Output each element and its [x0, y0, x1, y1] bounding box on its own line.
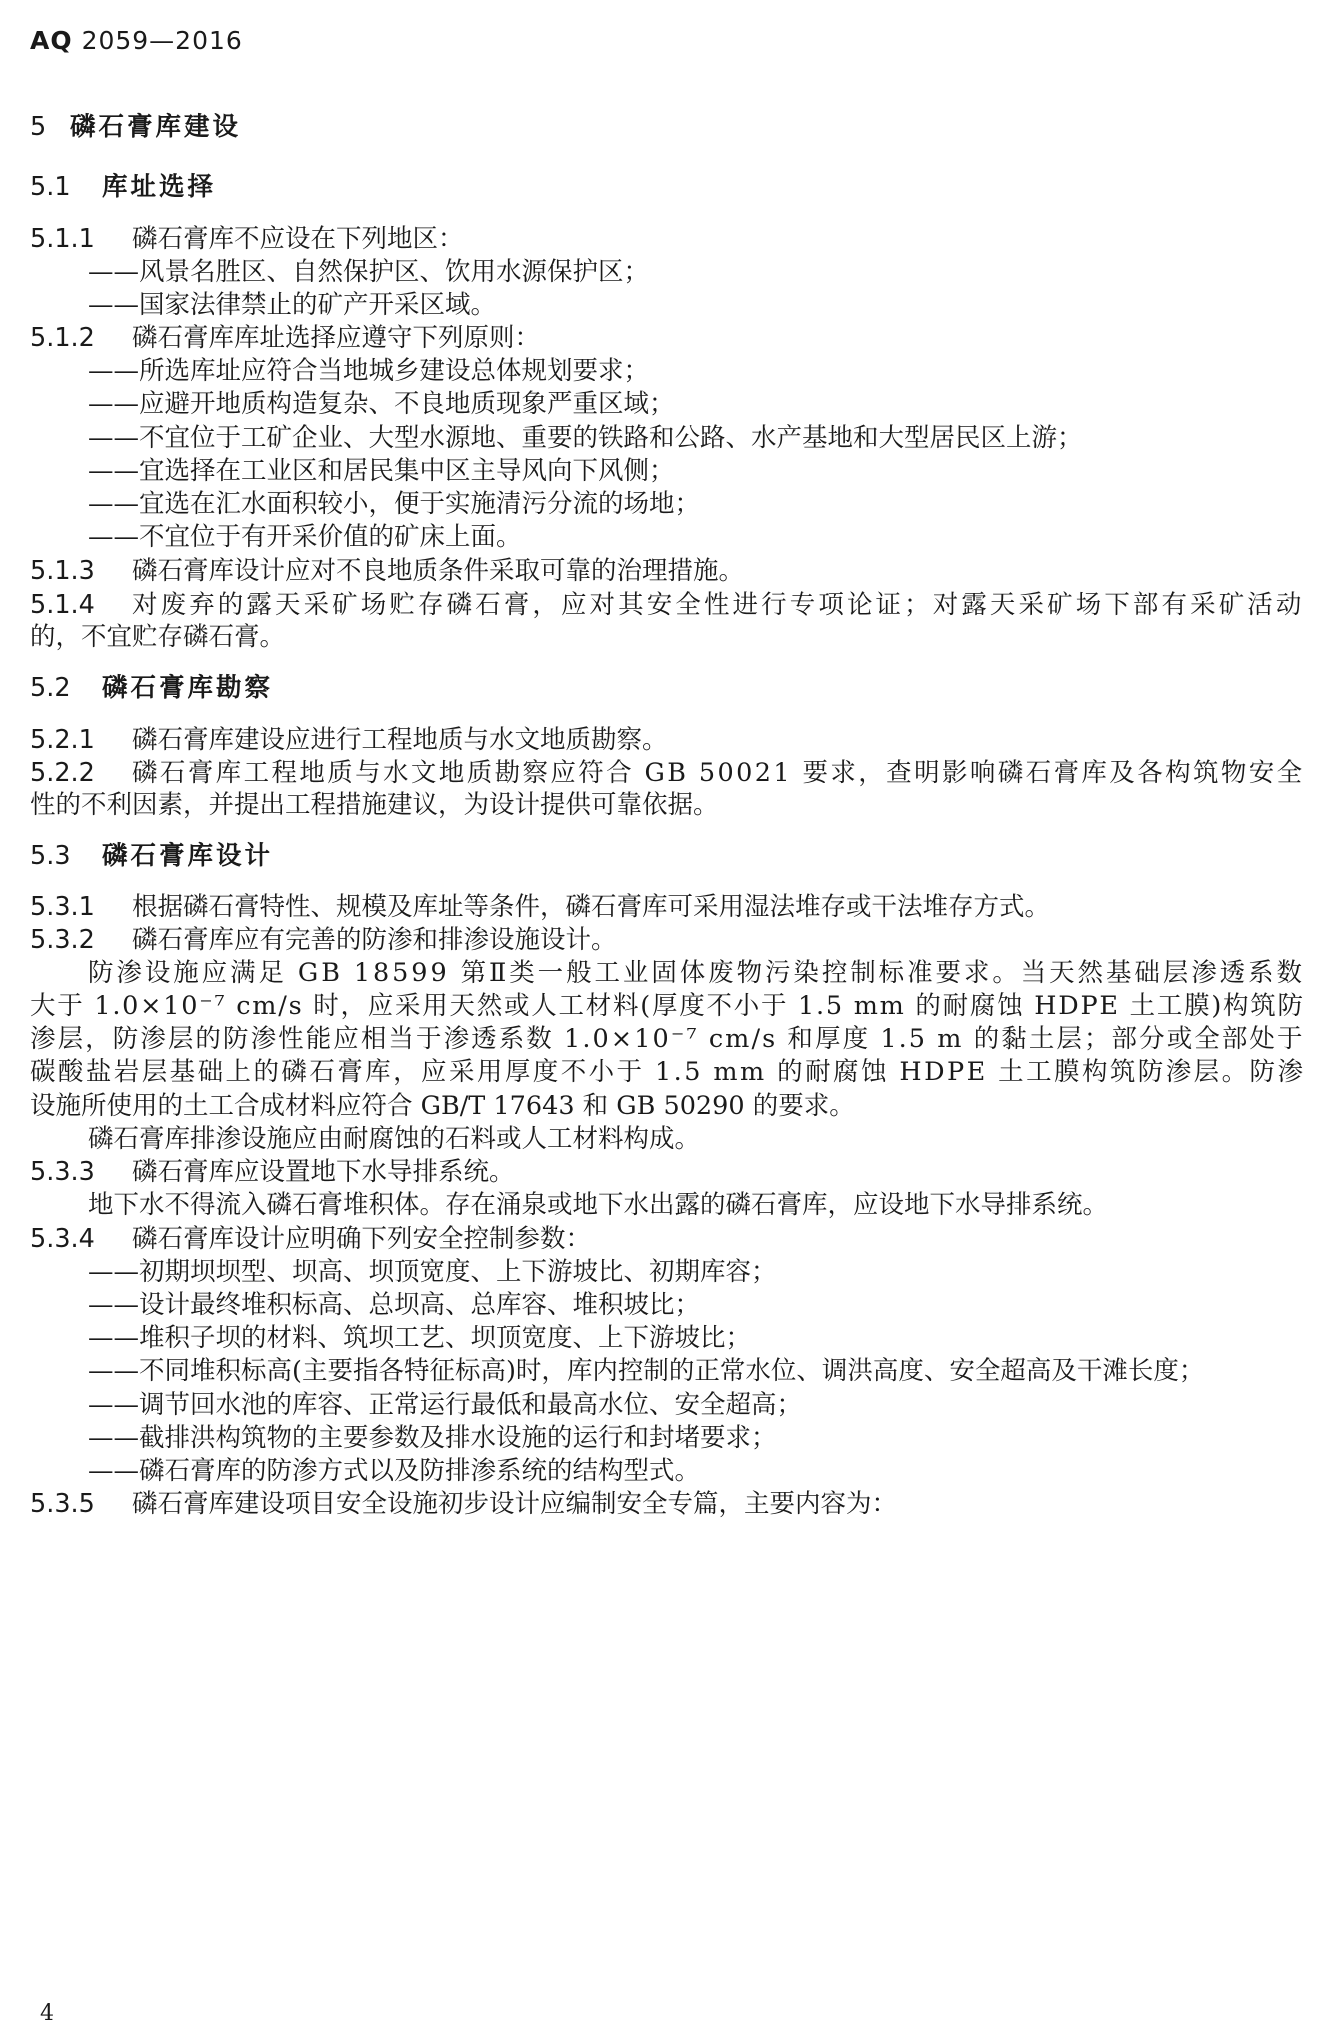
list-item	[88, 1356, 1204, 1386]
line-text: 磷石膏库设计应明确下列安全控制参数：	[132, 1224, 592, 1254]
list-item	[88, 522, 522, 552]
clause	[30, 323, 540, 353]
line-text: 对废弃的露天采矿场贮存磷石膏，应对其安全性进行专项论证；对露天采矿场下部有采矿活动	[132, 590, 1305, 620]
section-heading	[30, 112, 241, 142]
continuation-line	[30, 1057, 1305, 1087]
clause	[30, 1157, 515, 1187]
continuation-line	[30, 790, 719, 820]
clause-number: 5.2.1	[30, 725, 95, 755]
line-text: ——不同堆积标高(主要指各特征标高)时，库内控制的正常水位、调洪高度、安全超高及干滩长度；	[88, 1356, 1205, 1386]
page-number: 4	[40, 2001, 54, 2026]
line-text: 根据磷石膏特性、规模及库址等条件，磷石膏库可采用湿法堆存或干法堆存方式。	[132, 892, 1051, 922]
list-item	[88, 1290, 700, 1320]
clause-number: 5.3.1	[30, 892, 95, 922]
line-text: 碳酸盐岩层基础上的磷石膏库，应采用厚度不小于 1.5 mm 的耐腐蚀 HDPE 土工膜构筑防渗层。防渗	[30, 1057, 1306, 1087]
line-text: ——堆积子坝的材料、筑坝工艺、坝顶宽度、上下游坡比；	[88, 1323, 752, 1353]
continuation-line	[30, 991, 1305, 1021]
line-text: 磷石膏库应有完善的防渗和排渗设施设计。	[132, 925, 617, 955]
standard-number: 2059—2016	[81, 26, 243, 55]
line-text: 地下水不得流入磷石膏堆积体。存在涌泉或地下水出露的磷石膏库，应设地下水导排系统。	[88, 1190, 1109, 1220]
line-text: 磷石膏库设计应对不良地质条件采取可靠的治理措施。	[132, 556, 745, 586]
line-text: ——磷石膏库的防渗方式以及防排渗系统的结构型式。	[88, 1456, 701, 1486]
list-item	[88, 1423, 777, 1453]
list-item	[88, 1257, 777, 1287]
paragraph-line	[88, 958, 1305, 988]
continuation-line	[30, 1091, 855, 1121]
subsection-heading	[30, 673, 273, 703]
line-text: ——不宜位于工矿企业、大型水源地、重要的铁路和公路、水产基地和大型居民区上游；	[88, 423, 1083, 453]
clause	[30, 892, 1050, 922]
list-item	[88, 257, 649, 287]
list-item	[88, 423, 1083, 453]
line-text: 磷石膏库不应设在下列地区：	[132, 224, 464, 254]
continuation-line	[30, 622, 285, 652]
line-text: 磷石膏库建设项目安全设施初步设计应编制安全专篇，主要内容为：	[132, 1489, 898, 1519]
line-text: ——应避开地质构造复杂、不良地质现象严重区域；	[88, 389, 675, 419]
line-text: 设施所使用的土工合成材料应符合 GB/T 17643 和 GB 50290 的要求。	[30, 1091, 855, 1121]
line-text: 库址选择	[102, 172, 217, 202]
clause-number: 5.3.3	[30, 1157, 95, 1187]
clause-number: 5.1.1	[30, 224, 95, 254]
line-text: 磷石膏库勘察	[102, 673, 274, 703]
line-text: 渗层，防渗层的防渗性能应相当于渗透系数 1.0×10⁻⁷ cm/s 和厚度 1.5 m 的黏土层；部分或全部处于	[30, 1024, 1305, 1054]
list-item	[88, 389, 675, 419]
continuation-line	[30, 1024, 1305, 1054]
clause	[30, 556, 744, 586]
line-text: ——设计最终堆积标高、总坝高、总库容、堆积坡比；	[88, 1290, 701, 1320]
list-item	[88, 456, 675, 486]
clause-number: 5.3	[30, 841, 71, 871]
standard-prefix: AQ	[30, 26, 73, 55]
paragraph-line	[88, 1124, 700, 1154]
line-text: 磷石膏库建设应进行工程地质与水文地质勘察。	[132, 725, 668, 755]
clause	[30, 758, 1305, 788]
line-text: 磷石膏库应设置地下水导排系统。	[132, 1157, 515, 1187]
clause-number: 5	[30, 112, 47, 142]
clause	[30, 1489, 897, 1519]
clause	[30, 590, 1305, 620]
list-item	[88, 356, 649, 386]
line-text: 磷石膏库工程地质与水文地质勘察应符合 GB 50021 要求，查明影响磷石膏库及各构筑物安全	[132, 758, 1305, 788]
line-text: ——截排洪构筑物的主要参数及排水设施的运行和封堵要求；	[88, 1423, 777, 1453]
clause-number: 5.2	[30, 673, 71, 703]
line-text: ——宜选择在工业区和居民集中区主导风向下风侧；	[88, 456, 675, 486]
line-text: 磷石膏库排渗设施应由耐腐蚀的石料或人工材料构成。	[88, 1124, 701, 1154]
clause	[30, 725, 668, 755]
line-text: 大于 1.0×10⁻⁷ cm/s 时，应采用天然或人工材料(厚度不小于 1.5 mm 的耐腐蚀 HDPE 土工膜)构筑防	[30, 991, 1305, 1021]
line-text: ——宜选在汇水面积较小，便于实施清污分流的场地；	[88, 489, 701, 519]
list-item	[88, 1323, 751, 1353]
subsection-heading	[30, 172, 216, 202]
line-text: ——初期坝坝型、坝高、坝顶宽度、上下游坡比、初期库容；	[88, 1257, 777, 1287]
clause-number: 5.1.3	[30, 556, 95, 586]
line-text: ——风景名胜区、自然保护区、饮用水源保护区；	[88, 257, 650, 287]
line-text: 磷石膏库设计	[102, 841, 274, 871]
line-text: ——调节回水池的库容、正常运行最低和最高水位、安全超高；	[88, 1390, 803, 1420]
standard-code	[30, 26, 243, 55]
clause-number: 5.1.4	[30, 590, 95, 620]
clause-number: 5.3.2	[30, 925, 95, 955]
clause	[30, 224, 464, 254]
clause-number: 5.1	[30, 172, 71, 202]
clause-number: 5.1.2	[30, 323, 95, 353]
clause-number: 5.2.2	[30, 758, 95, 788]
line-text: 防渗设施应满足 GB 18599 第Ⅱ类一般工业固体废物污染控制标准要求。当天然基础层渗透系数	[88, 958, 1305, 988]
list-item	[88, 1456, 700, 1486]
line-text: 性的不利因素，并提出工程措施建议，为设计提供可靠依据。	[30, 790, 719, 820]
subsection-heading	[30, 841, 273, 871]
line-text: ——不宜位于有开采价值的矿床上面。	[88, 522, 522, 552]
line-text: 的，不宜贮存磷石膏。	[30, 622, 286, 652]
paragraph-line	[88, 1190, 1108, 1220]
clause-number: 5.3.5	[30, 1489, 95, 1519]
line-text: ——国家法律禁止的矿产开采区域。	[88, 290, 497, 320]
clause	[30, 925, 617, 955]
clause	[30, 1224, 591, 1254]
list-item	[88, 1390, 802, 1420]
clause-number: 5.3.4	[30, 1224, 95, 1254]
list-item	[88, 489, 700, 519]
list-item	[88, 290, 496, 320]
line-text: 磷石膏库建设	[70, 112, 242, 142]
line-text: 磷石膏库库址选择应遵守下列原则：	[132, 323, 541, 353]
line-text: ——所选库址应符合当地城乡建设总体规划要求；	[88, 356, 650, 386]
